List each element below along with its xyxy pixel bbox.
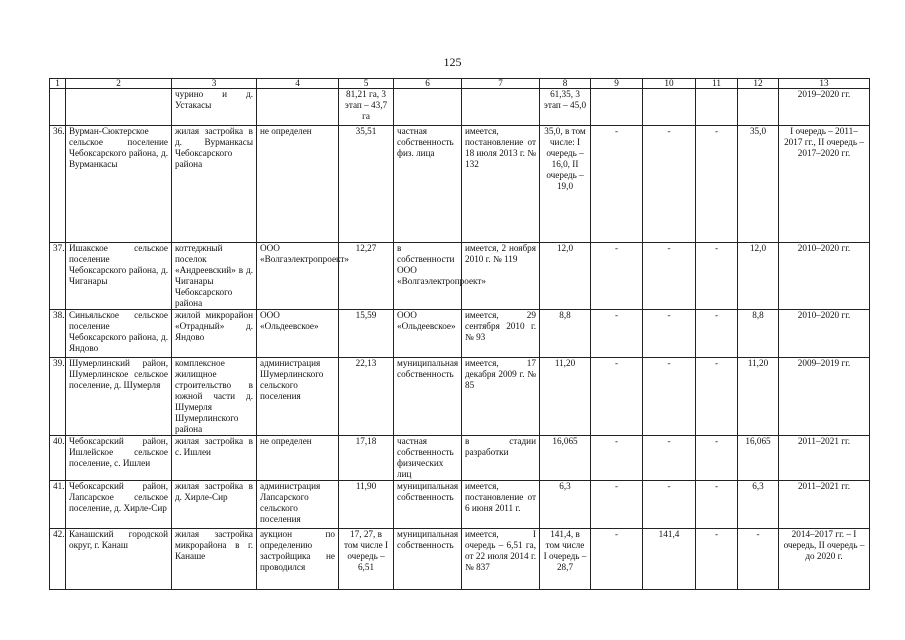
cell-area: 17, 27, в том числе I очередь – 6,51 [339, 529, 394, 590]
cell-c10: - [643, 126, 696, 243]
cell-area: 15,59 [339, 310, 394, 358]
cell-capacity: 61,35, 3 этап – 45,0 [540, 89, 591, 126]
cell-name: Вурман-Сюктерское сельское поселение Чебоксарского района, д. Вурманкасы [66, 126, 172, 243]
cell-c10: - [643, 310, 696, 358]
header-cell: 8 [540, 79, 591, 89]
cell-capacity: 35,0, в том числе: I очередь – 16,0, II очередь – 19,0 [540, 126, 591, 243]
cell-area: 35,51 [339, 126, 394, 243]
cell-capacity: 141,4, в том числе I очередь – 28,7 [540, 529, 591, 590]
cell-capacity: 8,8 [540, 310, 591, 358]
cell-c11: - [696, 529, 738, 590]
cell-c12: 16,065 [738, 436, 779, 481]
cell-num: 38. [50, 310, 66, 358]
header-cell: 6 [394, 79, 462, 89]
cell-c9: - [591, 436, 643, 481]
cell-developer: не определен [257, 126, 339, 243]
cell-c10: - [643, 481, 696, 529]
cell-area: 22,13 [339, 358, 394, 436]
cell-type: комплексное жилищное строительство в южной части д. Шумерля Шумерлинского района [172, 358, 257, 436]
header-cell: 3 [172, 79, 257, 89]
cell-period: 2011–2021 гг. [779, 481, 870, 529]
cell-c9: - [591, 126, 643, 243]
cell-c10: - [643, 436, 696, 481]
cell-c10: - [643, 243, 696, 310]
cell-name: Чебоксарский район, Лапсарское сельское поселение, д. Хирле-Сир [66, 481, 172, 529]
cell-c12: - [738, 529, 779, 590]
cell-developer: аукцион по определению застройщика не проводился [257, 529, 339, 590]
continuation-row [50, 89, 870, 126]
cell-name: Ишакское сельское поселение Чебоксарского района, д. Чиганары [66, 243, 172, 310]
cell-ownership: муниципальная собственность [394, 358, 462, 436]
table-row [50, 243, 870, 310]
cell-type: жилая застройка микрорайона в г. Канаше [172, 529, 257, 590]
cell-num: 37. [50, 243, 66, 310]
page-number: 125 [443, 55, 462, 69]
cell-c9: - [591, 243, 643, 310]
cell-period: 2011–2021 гг. [779, 436, 870, 481]
cell-c12: 11,20 [738, 358, 779, 436]
header-cell: 2 [66, 79, 172, 89]
cell-period: 2019–2020 гг. [779, 89, 870, 126]
cell-type: жилая застройка в д. Вурманкасы Чебоксарского района [172, 126, 257, 243]
table-row [50, 481, 870, 529]
cell-period: 2010–2020 гг. [779, 243, 870, 310]
cell-c11: - [696, 310, 738, 358]
cell-num: 40. [50, 436, 66, 481]
cell-c12: 35,0 [738, 126, 779, 243]
table-row [50, 310, 870, 358]
cell-num: 36. [50, 126, 66, 243]
header-cell: 13 [779, 79, 870, 89]
cell-developer: администрация Лапсарского сельского поселения [257, 481, 339, 529]
cell-c12: 12,0 [738, 243, 779, 310]
cell-capacity: 6,3 [540, 481, 591, 529]
cell-type: жилая застройка в с. Ишлеи [172, 436, 257, 481]
cell-period: 2014–2017 гг. – I очередь, II очередь – до 2020 г. [779, 529, 870, 590]
housing-projects-table [49, 78, 870, 590]
table-row [50, 126, 870, 243]
header-cell: 11 [696, 79, 738, 89]
cell-plan: имеется, I очередь – 6,51 га, от 22 июля 2014 г. № 837 [462, 529, 540, 590]
cell-period: 2009–2019 гг. [779, 358, 870, 436]
column-number-header [50, 79, 870, 89]
cell-num: 42. [50, 529, 66, 590]
header-cell: 4 [257, 79, 339, 89]
cell-period: 2010–2020 гг. [779, 310, 870, 358]
cell-name: Синьяльское сельское поселение Чебоксарского района, д. Яндово [66, 310, 172, 358]
cell-period: I очередь – 2011–2017 гг., II очередь – 2017–2020 гг. [779, 126, 870, 243]
table-row [50, 436, 870, 481]
cell-type: жилая застройка в д. Хирле-Сир [172, 481, 257, 529]
cell-plan: имеется, 2 ноября 2010 г. № 119 [462, 243, 540, 310]
cell-plan: в стадии разработки [462, 436, 540, 481]
table-row [50, 358, 870, 436]
header-cell: 5 [339, 79, 394, 89]
cell-ownership: муниципальная собственность [394, 529, 462, 590]
cell-area: 81,21 га, 3 этап – 43,7 га [339, 89, 394, 126]
cell-area: 11,90 [339, 481, 394, 529]
cell-c11: - [696, 436, 738, 481]
cell-developer: ООО «Волгаэлектропроект» [257, 243, 339, 310]
cell-c10: - [643, 358, 696, 436]
table-row [50, 529, 870, 590]
cell-c9: - [591, 529, 643, 590]
cell-ownership: ООО «Ольдеевское» [394, 310, 462, 358]
cell-type: коттеджный поселок «Андреевский» в д. Чиганары Чебоксарского района [172, 243, 257, 310]
cell-developer: администрация Шумерлинского сельского поселения [257, 358, 339, 436]
header-cell: 7 [462, 79, 540, 89]
cell-capacity: 11,20 [540, 358, 591, 436]
cell-c9: - [591, 358, 643, 436]
cell-area: 17,18 [339, 436, 394, 481]
cell-type: жилой микрорайон «Отрадный» д. Яндово [172, 310, 257, 358]
cell-c12: 8,8 [738, 310, 779, 358]
cell-name: Шумерлинский район, Шумерлинское сельское поселение, д. Шумерля [66, 358, 172, 436]
cell-type: чурино и д. Устакасы [172, 89, 257, 126]
header-cell: 1 [50, 79, 66, 89]
cell-name: Канашский городской округ, г. Канаш [66, 529, 172, 590]
cell-plan: имеется, постановление от 18 июля 2013 г. № 132 [462, 126, 540, 243]
cell-plan: имеется, 29 сентября 2010 г. № 93 [462, 310, 540, 358]
cell-c11: - [696, 126, 738, 243]
cell-capacity: 16,065 [540, 436, 591, 481]
cell-ownership: частная собственность физических лиц [394, 436, 462, 481]
cell-c10: 141,4 [643, 529, 696, 590]
cell-num: 41. [50, 481, 66, 529]
cell-area: 12,27 [339, 243, 394, 310]
header-cell: 10 [643, 79, 696, 89]
cell-developer: не определен [257, 436, 339, 481]
cell-capacity: 12,0 [540, 243, 591, 310]
cell-plan: имеется, постановление от 6 июня 2011 г. [462, 481, 540, 529]
header-cell: 9 [591, 79, 643, 89]
cell-c9: - [591, 481, 643, 529]
cell-ownership: в собственности ООО «Волгаэлектропроект» [394, 243, 462, 310]
cell-ownership: муниципальная собственность [394, 481, 462, 529]
cell-name: Чебоксарский район, Ишлейское сельское поселение, с. Ишлеи [66, 436, 172, 481]
cell-num: 39. [50, 358, 66, 436]
cell-c11: - [696, 243, 738, 310]
cell-c11: - [696, 358, 738, 436]
cell-c9: - [591, 310, 643, 358]
cell-ownership: частная собственность физ. лица [394, 126, 462, 243]
cell-c11: - [696, 481, 738, 529]
cell-plan: имеется, 17 декабря 2009 г. № 85 [462, 358, 540, 436]
header-cell: 12 [738, 79, 779, 89]
cell-c12: 6,3 [738, 481, 779, 529]
cell-developer: ООО «Ольдеевское» [257, 310, 339, 358]
